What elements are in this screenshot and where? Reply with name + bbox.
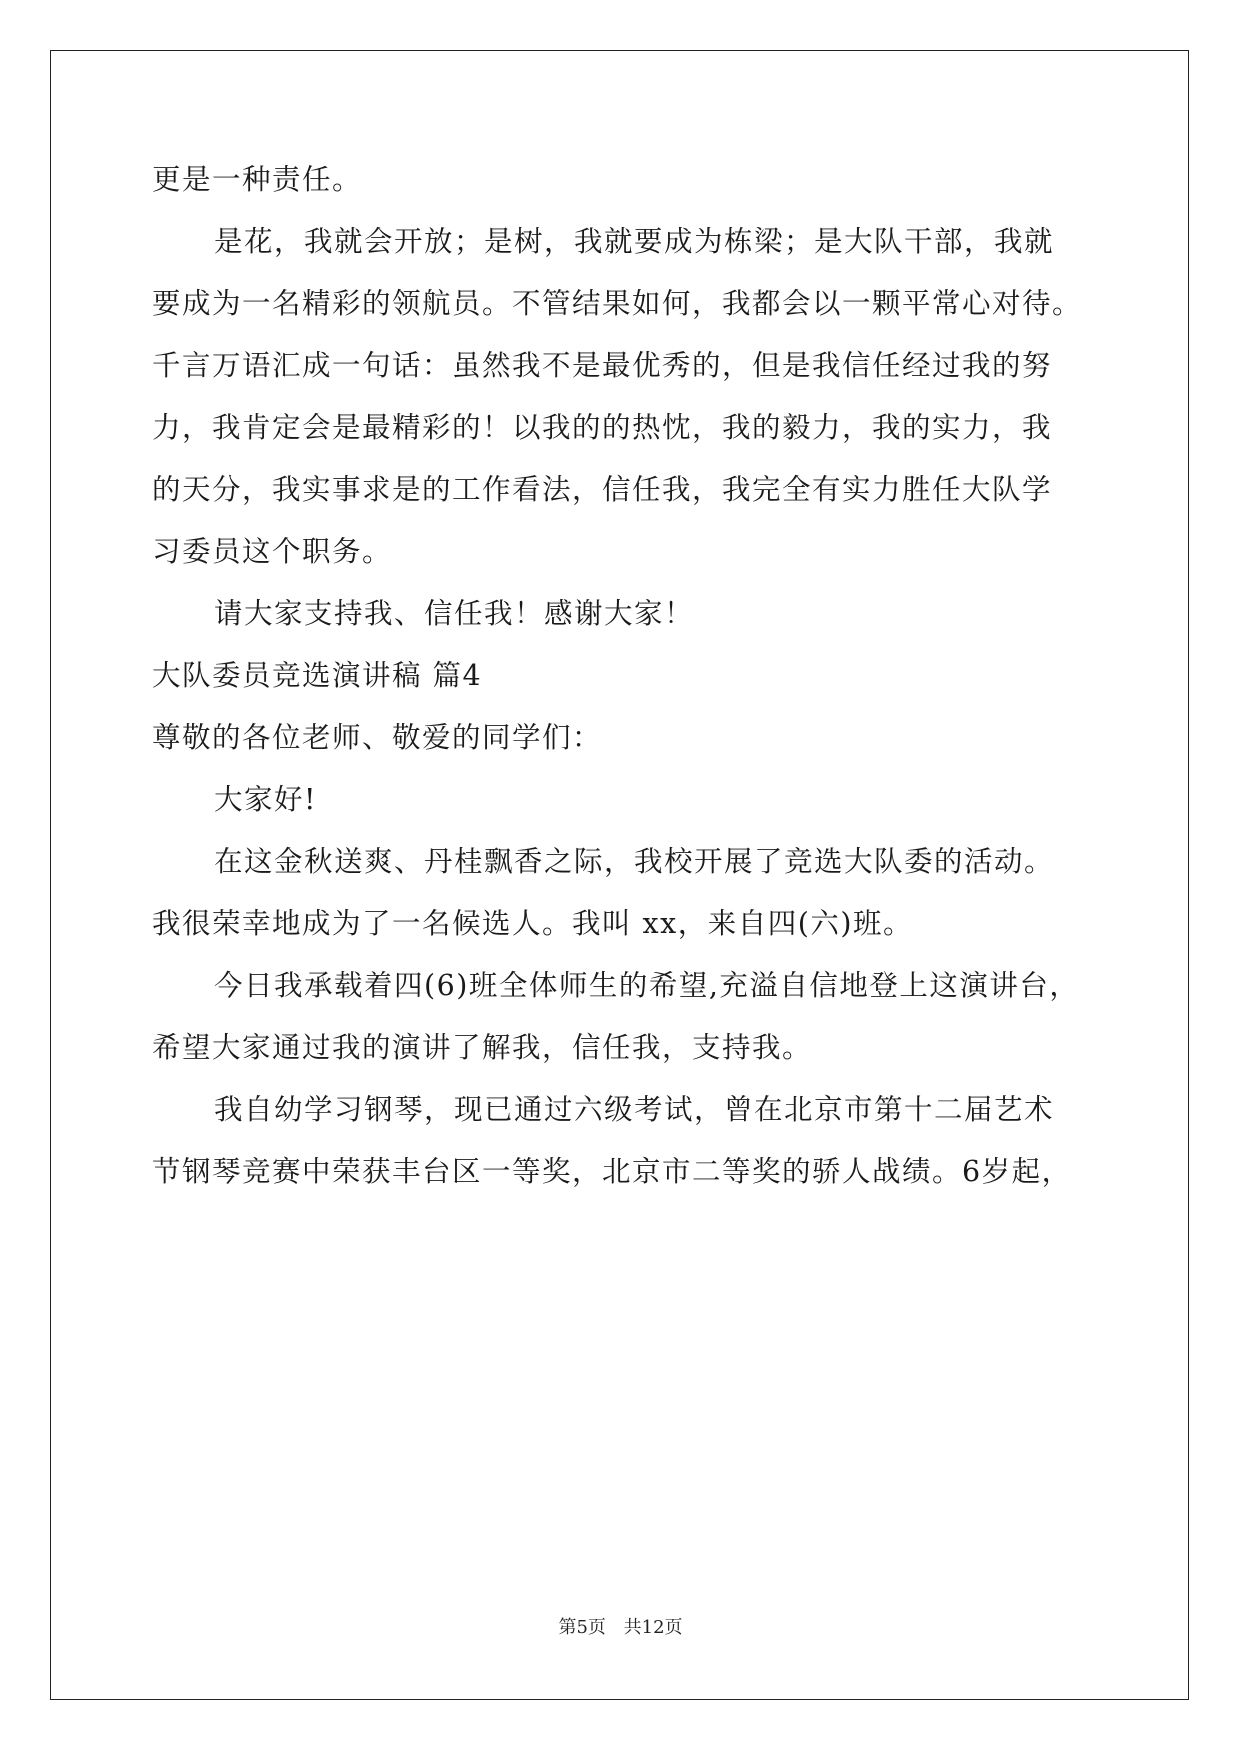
text-line: 节钢琴竞赛中荣获丰台区一等奖，北京市二等奖的骄人战绩。6岁起， — [152, 1155, 1072, 1188]
page-number: 第5页 — [558, 1617, 606, 1638]
paragraph-line: 今日我承载着四(6)班全体师生的希望,充溢自信地登上这演讲台， — [214, 969, 1080, 1002]
section-heading: 大队委员竞选演讲稿 篇4 — [152, 659, 483, 692]
paragraph-line: 请大家支持我、信任我！感谢大家！ — [214, 597, 695, 630]
text-line: 力，我肯定会是最精彩的！以我的的热忱，我的毅力，我的实力，我 — [152, 411, 1053, 444]
text-line: 希望大家通过我的演讲了解我，信任我，支持我。 — [152, 1031, 813, 1064]
salutation: 尊敬的各位老师、敬爱的同学们： — [152, 721, 603, 754]
page-footer — [0, 1613, 1241, 1639]
text-line: 更是一种责任。 — [152, 163, 363, 196]
greeting: 大家好! — [214, 783, 317, 816]
text-line: 要成为一名精彩的领航员。不管结果如何，我都会以一颗平常心对待。 — [152, 287, 1083, 320]
text-line: 的天分，我实事求是的工作看法，信任我，我完全有实力胜任大队学 — [152, 473, 1053, 506]
page-total: 共12页 — [623, 1617, 683, 1638]
paragraph-line: 我自幼学习钢琴，现已通过六级考试，曾在北京市第十二届艺术 — [214, 1093, 1055, 1126]
text-line: 习委员这个职务。 — [152, 535, 393, 568]
text-line: 我很荣幸地成为了一名候选人。我叫 xx，来自四(六)班。 — [152, 907, 913, 940]
paragraph-line: 是花，我就会开放；是树，我就要成为栋梁；是大队干部，我就 — [214, 225, 1055, 258]
text-line: 千言万语汇成一句话：虽然我不是最优秀的，但是我信任经过我的努 — [152, 349, 1053, 382]
paragraph-line: 在这金秋送爽、丹桂飘香之际，我校开展了竞选大队委的活动。 — [214, 845, 1055, 878]
